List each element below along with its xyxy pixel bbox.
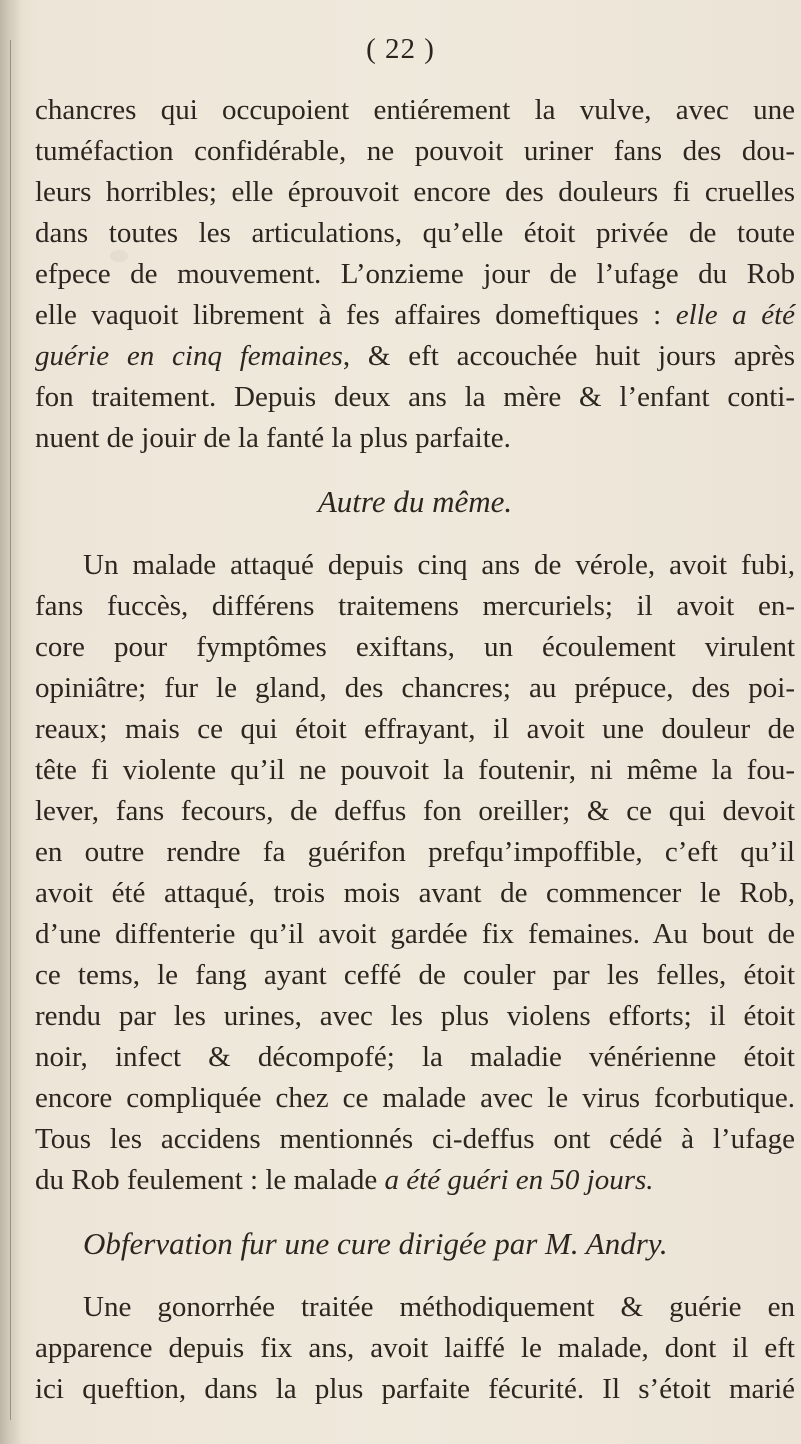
text-line: Un malade attaqué depuis cinq ans de vérole, avoit fubi, (83, 549, 795, 581)
page-binding-shadow (0, 0, 22, 1444)
section-heading: Autre du même. (317, 484, 513, 519)
text-line: guérie en cinq femaines, & eft accouchée huit jours après (35, 340, 795, 372)
body-text (35, 90, 795, 1410)
italic-text: a été guéri en 50 jours. (384, 1164, 654, 1196)
text-line: reaux; mais ce qui étoit effrayant, il avoit une douleur de (35, 713, 795, 745)
text-line: opiniâtre; fur le gland, des chancres; au prépuce, des poi- (35, 672, 795, 704)
text-line: fans fuccès, différens traitemens mercuriels; il avoit en- (35, 590, 795, 622)
binding-edge-line (10, 40, 11, 1420)
italic-text: guérie en cinq femaines (35, 340, 343, 372)
text-line: en outre rendre fa guérifon prefqu’impoffible, c’eft qu’il (35, 836, 795, 868)
text-line: efpece de mouvement. L’onzieme jour de l’ufage du Rob (35, 258, 795, 290)
paragraph (35, 90, 795, 459)
text-line: apparence depuis fix ans, avoit laiffé le malade, dont il eft (35, 1332, 795, 1364)
text-line: ici queftion, dans la plus parfaite fécurité. Il s’étoit marié (35, 1373, 795, 1405)
text-line: ce tems, le fang ayant ceffé de couler par les felles, étoit (35, 959, 795, 991)
text-line: du Rob feulement : le malade a été guéri en 50 jours. (35, 1164, 654, 1196)
text-line: leurs horribles; elle éprouvoit encore des douleurs fi cruelles (35, 176, 795, 208)
text-line: avoit été attaqué, trois mois avant de commencer le Rob, (35, 877, 795, 909)
text-line: chancres qui occupoient entiérement la vulve, avec une (35, 94, 795, 126)
text-line: fon traitement. Depuis deux ans la mère & l’enfant conti- (35, 381, 795, 413)
paragraph (35, 545, 795, 1201)
text-line: elle vaquoit librement à fes affaires domeftiques : elle a été (35, 299, 795, 331)
text-line: dans toutes les articulations, qu’elle étoit privée de toute (35, 217, 795, 249)
paragraph (35, 1287, 795, 1410)
text-line: tête fi violente qu’il ne pouvoit la foutenir, ni même la fou- (35, 754, 795, 786)
text-line: nuent de jouir de la fanté la plus parfaite. (35, 422, 511, 454)
text-line: Tous les accidens mentionnés ci-deffus ont cédé à l’ufage (35, 1123, 795, 1155)
text-line: tuméfaction confidérable, ne pouvoit uriner fans des dou- (35, 135, 795, 167)
section-heading: Obfervation fur une cure dirigée par M. Andry. (83, 1226, 668, 1261)
text-line: noir, infect & décompofé; la maladie vénérienne étoit (35, 1041, 795, 1073)
text-line: d’une diffenterie qu’il avoit gardée fix femaines. Au bout de (35, 918, 795, 950)
text-line: lever, fans fecours, de deffus fon oreiller; & ce qui devoit (35, 795, 795, 827)
text-line: rendu par les urines, avec les plus violens efforts; il étoit (35, 1000, 795, 1032)
text-line: core pour fymptômes exiftans, un écoulement virulent (35, 631, 795, 663)
page-number: ( 22 ) (366, 33, 435, 65)
italic-text: elle a été (675, 299, 795, 331)
text-line: Une gonorrhée traitée méthodiquement & guérie en (83, 1291, 795, 1323)
text-line: encore compliquée chez ce malade avec le virus fcorbutique. (35, 1082, 795, 1114)
